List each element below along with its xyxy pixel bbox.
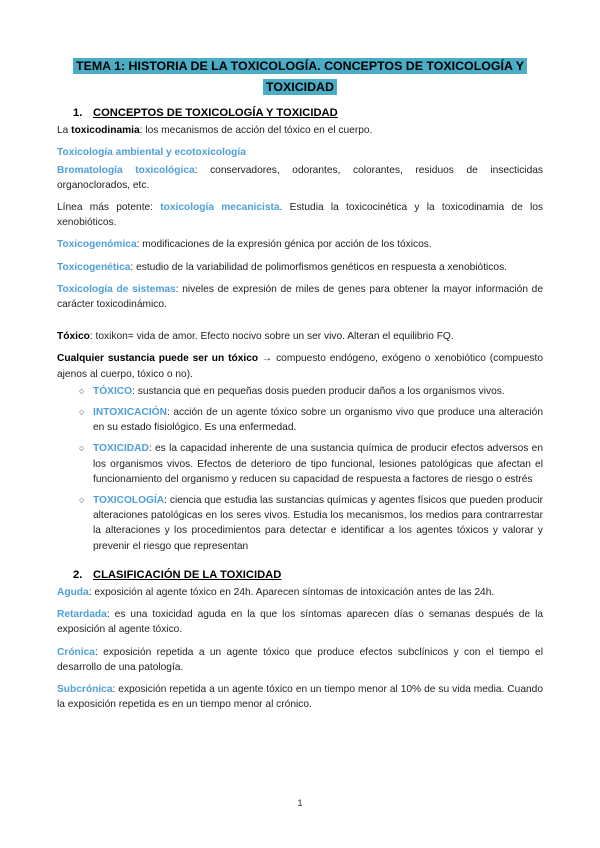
bullet-term: TOXICOLOGÍA xyxy=(93,495,165,507)
subcronica-text: : exposición repetida a un agente tóxico en un tiempo menor al 10% de su vida media. Cuando la exposición repetida es en un tiempo menor al crónico. xyxy=(57,684,543,711)
section-2-number: 2. xyxy=(73,568,83,581)
page-number: 1 xyxy=(297,798,303,809)
linea-paragraph xyxy=(57,200,543,230)
aguda-term: Aguda xyxy=(57,587,89,599)
bullet-term: INTOXICACIÓN xyxy=(93,407,167,419)
toxicogenomica-text: : modificaciones de la expresión génica por acción de los tóxicos. xyxy=(136,239,432,251)
sistemas-text: : niveles de expresión de miles de genes para obtener la mayor información de carácter toxicodinámico. xyxy=(57,283,543,311)
sistemas-term: Toxicología de sistemas xyxy=(57,283,176,295)
toxicogenomica-paragraph xyxy=(57,237,543,252)
bullet-term: TÓXICO xyxy=(93,385,133,397)
toxico-paragraph xyxy=(57,329,543,344)
linea-prefix: Línea más potente: xyxy=(57,202,161,214)
bromatologia-term: Bromatología toxicológica xyxy=(57,164,195,176)
list-item xyxy=(79,493,543,554)
cronica-term: Crónica xyxy=(57,646,95,658)
bullet-text: : sustancia que en pequeñas dosis pueden producir daños a los organismos vivos. xyxy=(132,385,505,397)
bullet-text: : ciencia que estudia las sustancias químicas y agentes físicos que pueden producir alteraciones patológicas en los seres vivos. Estudia los mecanismos, los medios para contrarrestar la alteraciones y los procedimientos para detectar e identificar a los agentes tóxicos y valorar y prevenir el riesgo que representan xyxy=(93,495,543,552)
linea-text: . Estudia la toxicocinética y la toxicodinamia de los xenobióticos. xyxy=(57,202,543,229)
toxicogenomica-term: Toxicogenómica xyxy=(57,239,137,251)
document-title: TEMA 1: HISTORIA DE LA TOXICOLOGÍA. CONCEPTOS DE TOXICOLOGÍA Y TOXICIDAD xyxy=(73,58,527,95)
section-1-number: 1. xyxy=(73,107,83,119)
linea-term: toxicología mecanicista xyxy=(160,202,280,214)
subcronica-paragraph xyxy=(57,682,543,712)
section-2-heading xyxy=(73,568,543,583)
aguda-paragraph xyxy=(57,585,543,600)
retardada-term: Retardada xyxy=(57,609,107,621)
toxico-term: Tóxico xyxy=(57,331,90,343)
bullet-term: TOXICIDAD xyxy=(93,443,149,455)
sustancia-term: Cualquier sustancia puede ser un tóxico xyxy=(57,353,259,365)
cronica-paragraph xyxy=(57,645,543,675)
document-page xyxy=(57,56,543,720)
subcronica-term: Subcrónica xyxy=(57,684,113,696)
sistemas-paragraph xyxy=(57,282,543,312)
sustancia-text: → compuesto endógeno, exógeno o xenobiótico (compuesto ajenos al cuerpo, tóxico o no). xyxy=(57,353,543,380)
ambiental-term: Toxicología ambiental y ecotoxicología xyxy=(57,147,246,159)
definitions-list xyxy=(57,384,543,554)
sustancia-paragraph xyxy=(57,351,543,381)
toxicogenetica-term: Toxicogenética xyxy=(57,261,131,273)
retardada-paragraph xyxy=(57,607,543,637)
cronica-text: : exposición repetida a un agente tóxico que produce efectos subclínicos y con el tiempo el desarrollo de una patología. xyxy=(57,646,543,673)
section-2-title: CLASIFICACIÓN DE LA TOXICIDAD xyxy=(93,568,282,581)
toxicogenetica-text: : estudio de la variabilidad de polimorfismos genéticos en respuesta a xenobióticos. xyxy=(130,261,507,273)
retardada-text: : es una toxicidad aguda en la que los síntomas aparecen días o semanas después de la exposición al agente tóxico. xyxy=(57,609,543,636)
list-item xyxy=(79,405,543,435)
ambiental-paragraph xyxy=(57,145,543,160)
bullet-text: : es la capacidad inherente de una sustancia química de producir efectos adversos en los organismos vivos. Efectos de deterioro de tipo funcional, lesiones patológicas que afectan el funcionamiento del organismo y reducen su capacidad de respuesta a factores de riesgo o estrés xyxy=(93,443,543,485)
aguda-text: : exposición al agente tóxico en 24h. Aparecen síntomas de intoxicación antes de las 24h. xyxy=(88,587,495,599)
list-item xyxy=(79,441,543,487)
toxico-text: : toxikon= vida de amor. Efecto nocivo sobre un ser vivo. Alteran el equilibrio FQ. xyxy=(89,331,454,343)
toxicogenetica-paragraph xyxy=(57,260,543,275)
section-1-title: CONCEPTOS DE TOXICOLOGÍA Y TOXICIDAD xyxy=(93,107,338,119)
circle-bullet-icon: ○ xyxy=(79,443,85,454)
bullet-text: : acción de un agente tóxico sobre un organismo vivo que produce una alteración en su estado fisiológico. Es una enfermedad. xyxy=(93,407,543,434)
intro-term: toxicodinamia xyxy=(71,125,140,137)
bromatologia-paragraph xyxy=(57,163,543,193)
circle-bullet-icon: ○ xyxy=(79,407,85,418)
bromatologia-text: : conservadores, odorantes, colorantes, residuos de insecticidas organoclorados, etc. xyxy=(57,164,544,191)
intro-text: : los mecanismos de acción del tóxico en el cuerpo. xyxy=(139,125,373,137)
list-item xyxy=(79,384,543,399)
section-1-heading xyxy=(73,106,543,121)
toxicodinamia-paragraph xyxy=(57,123,543,138)
intro-prefix: La xyxy=(57,125,72,137)
circle-bullet-icon: ○ xyxy=(79,495,85,506)
title-block xyxy=(57,56,543,98)
circle-bullet-icon: ○ xyxy=(79,385,85,396)
